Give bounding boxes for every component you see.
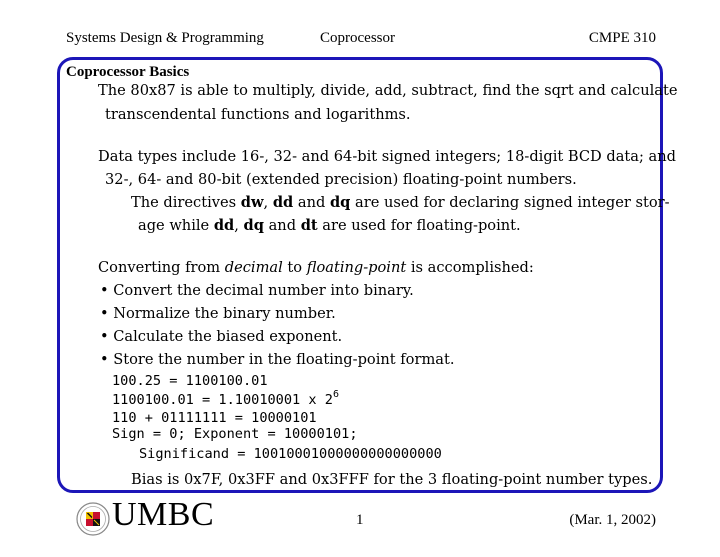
directives-text: are used for declaring signed integer stor-: [350, 194, 670, 211]
directive-dd: dd: [272, 194, 294, 211]
code-text: 1100100.01 = 1.10010001 x 2: [112, 392, 333, 408]
directives-text: age while: [138, 217, 214, 234]
directives-text: The directives: [131, 194, 241, 211]
code-line-5: Significand = 10010001000000000000000: [139, 446, 442, 462]
code-line-1: 100.25 = 1100100.01: [112, 373, 268, 389]
conversion-text: is accomplished:: [406, 259, 534, 276]
directive-dq: dq: [243, 217, 264, 234]
directive-dt: dt: [300, 217, 318, 234]
directive-dw: dw: [240, 194, 264, 211]
paragraph-2-line-1: Data types include 16-, 32- and 64-bit signed integers; 18-digit BCD data; and: [98, 148, 676, 165]
header-course-title: Systems Design & Programming: [66, 30, 264, 46]
bullet-item: • Convert the decimal number into binary.: [100, 282, 414, 299]
code-line-2: [112, 391, 339, 411]
separator: and: [263, 217, 301, 234]
code-line-3: 110 + 01111111 = 10000101: [112, 410, 317, 426]
bullet-item: • Normalize the binary number.: [100, 305, 336, 322]
umbc-logo-text: UMBC: [112, 496, 215, 533]
separator: ,: [263, 194, 273, 211]
paragraph-3-line-2: [138, 217, 521, 235]
paragraph-3-line-1: [131, 194, 670, 212]
code-line-4: Sign = 0; Exponent = 10000101;: [112, 426, 358, 442]
directive-dd: dd: [213, 217, 235, 234]
header-topic: Coprocessor: [320, 30, 395, 46]
conversion-intro: [98, 259, 534, 277]
paragraph-1-line-2: transcendental functions and logarithms.: [105, 106, 411, 123]
header-course-code: CMPE 310: [588, 30, 656, 46]
paragraph-1-line-1: The 80x87 is able to multiply, divide, add, subtract, find the sqrt and calculate: [98, 82, 678, 99]
separator: and: [293, 194, 330, 211]
bullet-item: • Calculate the biased exponent.: [100, 328, 343, 345]
conversion-text: Converting from: [98, 259, 225, 276]
directive-dq: dq: [329, 194, 351, 211]
separator: ,: [234, 217, 244, 234]
emphasis-floating-point: floating-point: [306, 259, 407, 276]
bias-note: Bias is 0x7F, 0x3FF and 0x3FFF for the 3 floating-point number types.: [131, 471, 653, 488]
bullet-item: • Store the number in the floating-point format.: [100, 351, 455, 368]
conversion-text: to: [282, 259, 307, 276]
umbc-seal-icon: [76, 502, 110, 536]
slide-title: Coprocessor Basics: [66, 64, 190, 80]
directives-text: are used for floating-point.: [317, 217, 521, 234]
paragraph-2-line-2: 32-, 64- and 80-bit (extended precision) floating-point numbers.: [105, 171, 577, 188]
slide-date: (Mar. 1, 2002): [569, 512, 656, 528]
emphasis-decimal: decimal: [224, 259, 283, 276]
exponent-superscript: 6: [332, 389, 340, 400]
page-number: 1: [356, 512, 364, 528]
